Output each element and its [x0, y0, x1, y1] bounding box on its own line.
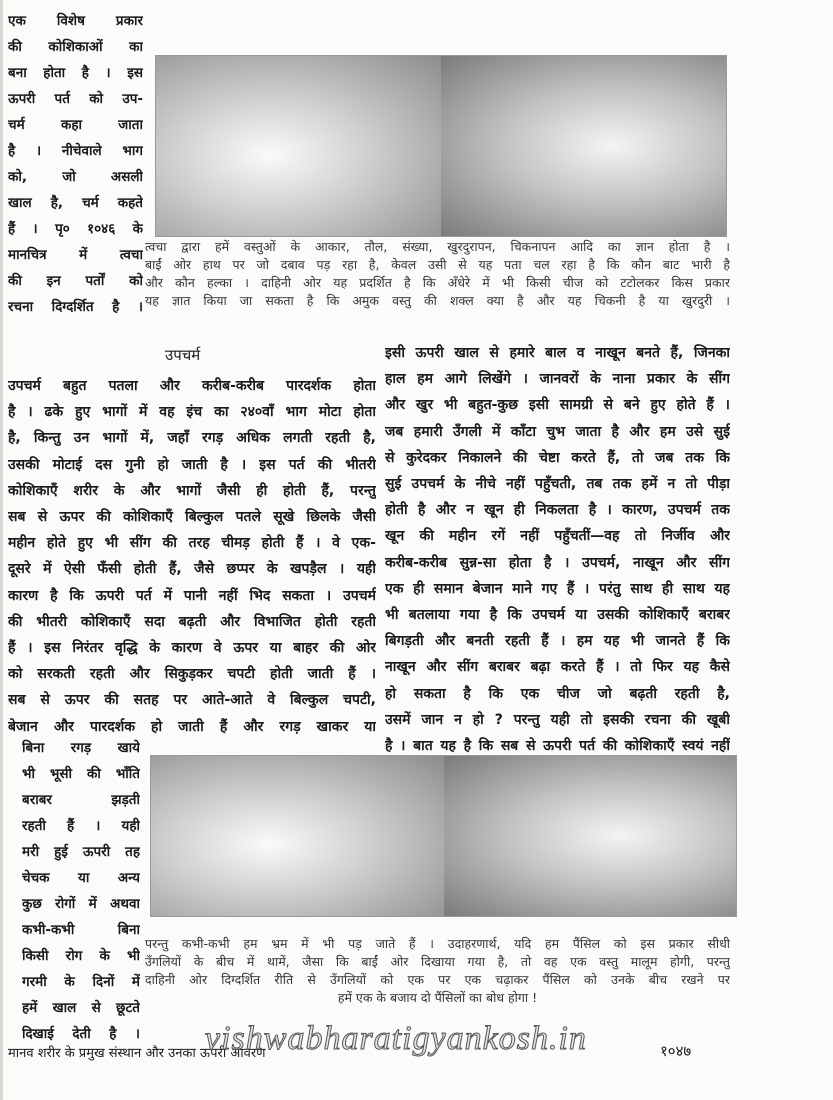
- text-line: त्वचा द्वारा हमें वस्तुओं के आकार, तौल, संख्या, खुरदुरापन, चिकनापन आदि का ज्ञान होता है ।: [145, 239, 730, 254]
- left-text-column: [8, 373, 376, 740]
- text-line: हैं । इस निरंतर वृद्धि के कारण वे ऊपर या बाहर की ओर: [8, 640, 376, 657]
- text-line: ऊपरी पर्त को उप-: [8, 91, 143, 107]
- text-line: बराबर झड़ती: [22, 792, 140, 808]
- text-line: की भीतरी कोशिकाएँ सदा बढ़ती और विभाजित होती रहती: [8, 613, 376, 630]
- text-line: करीब-करीब सुन्न-सा होता है । उपचर्म, नाखून और सींग: [385, 554, 730, 571]
- text-line: भी भूसी की भाँति: [22, 766, 140, 782]
- hand-holding-weights-image: [156, 56, 441, 236]
- text-line: गरमी के दिनों में: [22, 974, 140, 990]
- text-line: और खुर भी बहुत-कुछ इसी सामग्री से बने हुए होते हैं ।: [385, 397, 730, 414]
- text-line: कोशिकाएँ शरीर के और भागों जैसी ही होती हैं, परन्तु: [8, 482, 376, 499]
- text-line: बिना रगड़ खाये: [22, 740, 140, 756]
- text-line: हैं । पृ० १०४६ के: [8, 221, 143, 237]
- text-line: चेचक या अन्य: [22, 870, 140, 886]
- page-edge: [0, 0, 3, 1100]
- text-line: उसमें जान न हो ? परन्तु यही तो इसकी रचना की खूबी: [385, 711, 730, 728]
- text-line: परन्तु कभी-कभी हम भ्रम में भी पड़ जाते हैं । उदाहरणार्थ, यदि हम पैंसिल को इस प्रकार सीधी: [145, 936, 730, 951]
- text-line: है । नीचेवाले भाग: [8, 143, 143, 159]
- text-line: एक ही समान बेजान माने गए हैं । परंतु साथ ही साथ यह: [385, 580, 730, 597]
- watermark: vishwabharatigyankosh.in: [205, 1020, 587, 1057]
- text-line: किसी रोग के भी: [22, 948, 140, 964]
- text-line: होती है और न खून ही निकलता है । कारण, उपचर्म तक: [385, 502, 730, 519]
- text-line: खून की महीन रगें नहीं पहुँचतीं—वह तो निर्जीव और: [385, 528, 730, 545]
- text-line: और कौन हल्का । दाहिनी ओर यह प्रदर्शित है कि अँधेरे में भी किसी चीज को टटोलकर किस प्रकार: [145, 275, 730, 290]
- text-line: को सरकती रहती और सिकुड़कर चपटी होती जाती हैं ।: [8, 666, 376, 683]
- text-line: रचना दिग्दर्शित है ।: [8, 299, 143, 315]
- text-line: है, किन्तु उन भागों में, जहाँ रगड़ अधिक लगती रहती है,: [8, 430, 376, 447]
- text-line: मरी हुई ऊपरी तह: [22, 844, 140, 860]
- page-number: १०४७: [660, 1042, 692, 1060]
- section-heading: उपचर्म: [165, 346, 201, 364]
- text-line: कुछ रोगों में अथवा: [22, 896, 140, 912]
- bottom-figure-photo: [150, 755, 737, 917]
- text-line: नाखून और सींग बराबर बढ़ा करते हैं । तो फिर यह कैसे: [385, 659, 730, 676]
- text-line: रहती हैं । यही: [22, 818, 140, 834]
- text-line: खाल है, चर्म कहते: [8, 195, 143, 211]
- text-line: सब से ऊपर की कोशिकाएँ बिल्कुल पतले सूखे छिलके जैसी: [8, 509, 376, 526]
- text-line: उपचर्म बहुत पतला और करीब-करीब पारदर्शक होता: [8, 378, 376, 394]
- text-line: इसी ऊपरी खाल से हमारे बाल व नाखून बनते हैं, जिनका: [385, 345, 730, 361]
- text-line: हमें खाल से छूटते: [22, 1000, 140, 1016]
- top-figure-photo: [155, 55, 727, 237]
- text-line: है । ढके हुए भागों में वह इंच का २४०वाँ भाग मोटा होता: [8, 404, 376, 421]
- text-line: है । बात यह है कि सब से ऊपरी पर्त की कोशिकाएँ स्वयं नहीं: [385, 738, 730, 755]
- text-line: दाहिनी ओर दिग्दर्शित रीति से उँगलियों को एक पर एक चढ़ाकर पैंसिल को उनके बीच रखने पर: [145, 972, 730, 987]
- text-line: भी बतलाया गया है कि उपचर्म या उसकी कोशिकाएँ बराबर: [385, 607, 730, 624]
- text-line: दिखाई देती है ।: [22, 1026, 140, 1042]
- text-line: एक विशेष प्रकार: [8, 13, 143, 29]
- text-line: कारण है कि ऊपरी पर्त में पानी नहीं भिद सकता । उपचर्म: [8, 587, 376, 604]
- text-line: उँगलियों के बीच में थामें, जैसा कि बाईं ओर दिखाया गया है, तो वह एक वस्तु मालूम होगी, परन्तु: [145, 954, 730, 969]
- text-line: चर्म कहा जाता: [8, 117, 143, 133]
- text-line: की कोशिकाओं का: [8, 39, 143, 55]
- text-line: बना होता है । इस: [8, 65, 143, 81]
- hand-touching-object-image: [441, 56, 726, 236]
- running-footer-title: मानव शरीर के प्रमुख संस्थान और उनका ऊपरी आवरण: [8, 1046, 266, 1061]
- bottom-figure-caption: [145, 935, 730, 1007]
- text-line: महीन होते हुए भी सींग की तरह चीमड़ होती हैं । वे एक-: [8, 535, 376, 552]
- right-text-column: [385, 340, 730, 759]
- text-line: की इन पर्तों को: [8, 273, 143, 289]
- text-line: मानचित्र में त्वचा: [8, 247, 143, 263]
- text-line: उसकी मोटाई दस गुनी हो जाती है । इस पर्त की भीतरी: [8, 456, 376, 473]
- text-line: दूसरे में ऐसी फँसी होती हैं, जैसे छप्पर के खपड़ैल । यही: [8, 561, 376, 578]
- text-line: जब हमारी उँगली में काँटा चुभ जाता है और हम उसे सुई: [385, 423, 730, 440]
- text-line: हमें एक के बजाय दो पैंसिलों का बोध होगा !: [337, 990, 538, 1005]
- text-line: कभी-कभी बिना: [22, 922, 140, 938]
- fingers-single-pencil-image: [151, 756, 444, 916]
- text-line: सुई उपचर्म के नीचे नहीं पहुँचती, तब तक हमें न तो पीड़ा: [385, 476, 730, 493]
- text-line: बेजान और पारदर्शक हो जाती हैं और रगड़ खाकर या: [8, 718, 376, 735]
- text-line: यह ज्ञात किया जा सकता है कि अमुक वस्तु की शक्ल क्या है और यह चिकनी है या खुरदुरी ।: [145, 293, 730, 308]
- text-line: बिगड़ती और बनती रहती हैं । हम यह भी जानते हैं कि: [385, 633, 730, 650]
- top-figure-caption: [145, 238, 730, 310]
- bottom-left-column: [22, 735, 140, 1047]
- text-line: सब से ऊपर की सतह पर आते-आते वे बिल्कुल चपटी,: [8, 692, 376, 709]
- text-line: हो सकता है कि एक चीज जो बढ़ती रहती है,: [385, 685, 730, 702]
- text-line: बाईं ओर हाथ पर जो दबाव पड़ रहा है, केवल उसी से यह पता चल रहा है कि कौन बाट भारी है: [145, 257, 730, 272]
- text-line: को, जो असली: [8, 169, 143, 185]
- top-left-column: [8, 8, 143, 320]
- text-line: से कुरेदकर निकालने की चेष्टा करते हैं, तो जब तक कि: [385, 449, 730, 466]
- text-line: हाल हम आगे लिखेंगे । जानवरों के नाना प्रकार के सींग: [385, 371, 730, 388]
- crossed-fingers-pencil-image: [444, 756, 737, 916]
